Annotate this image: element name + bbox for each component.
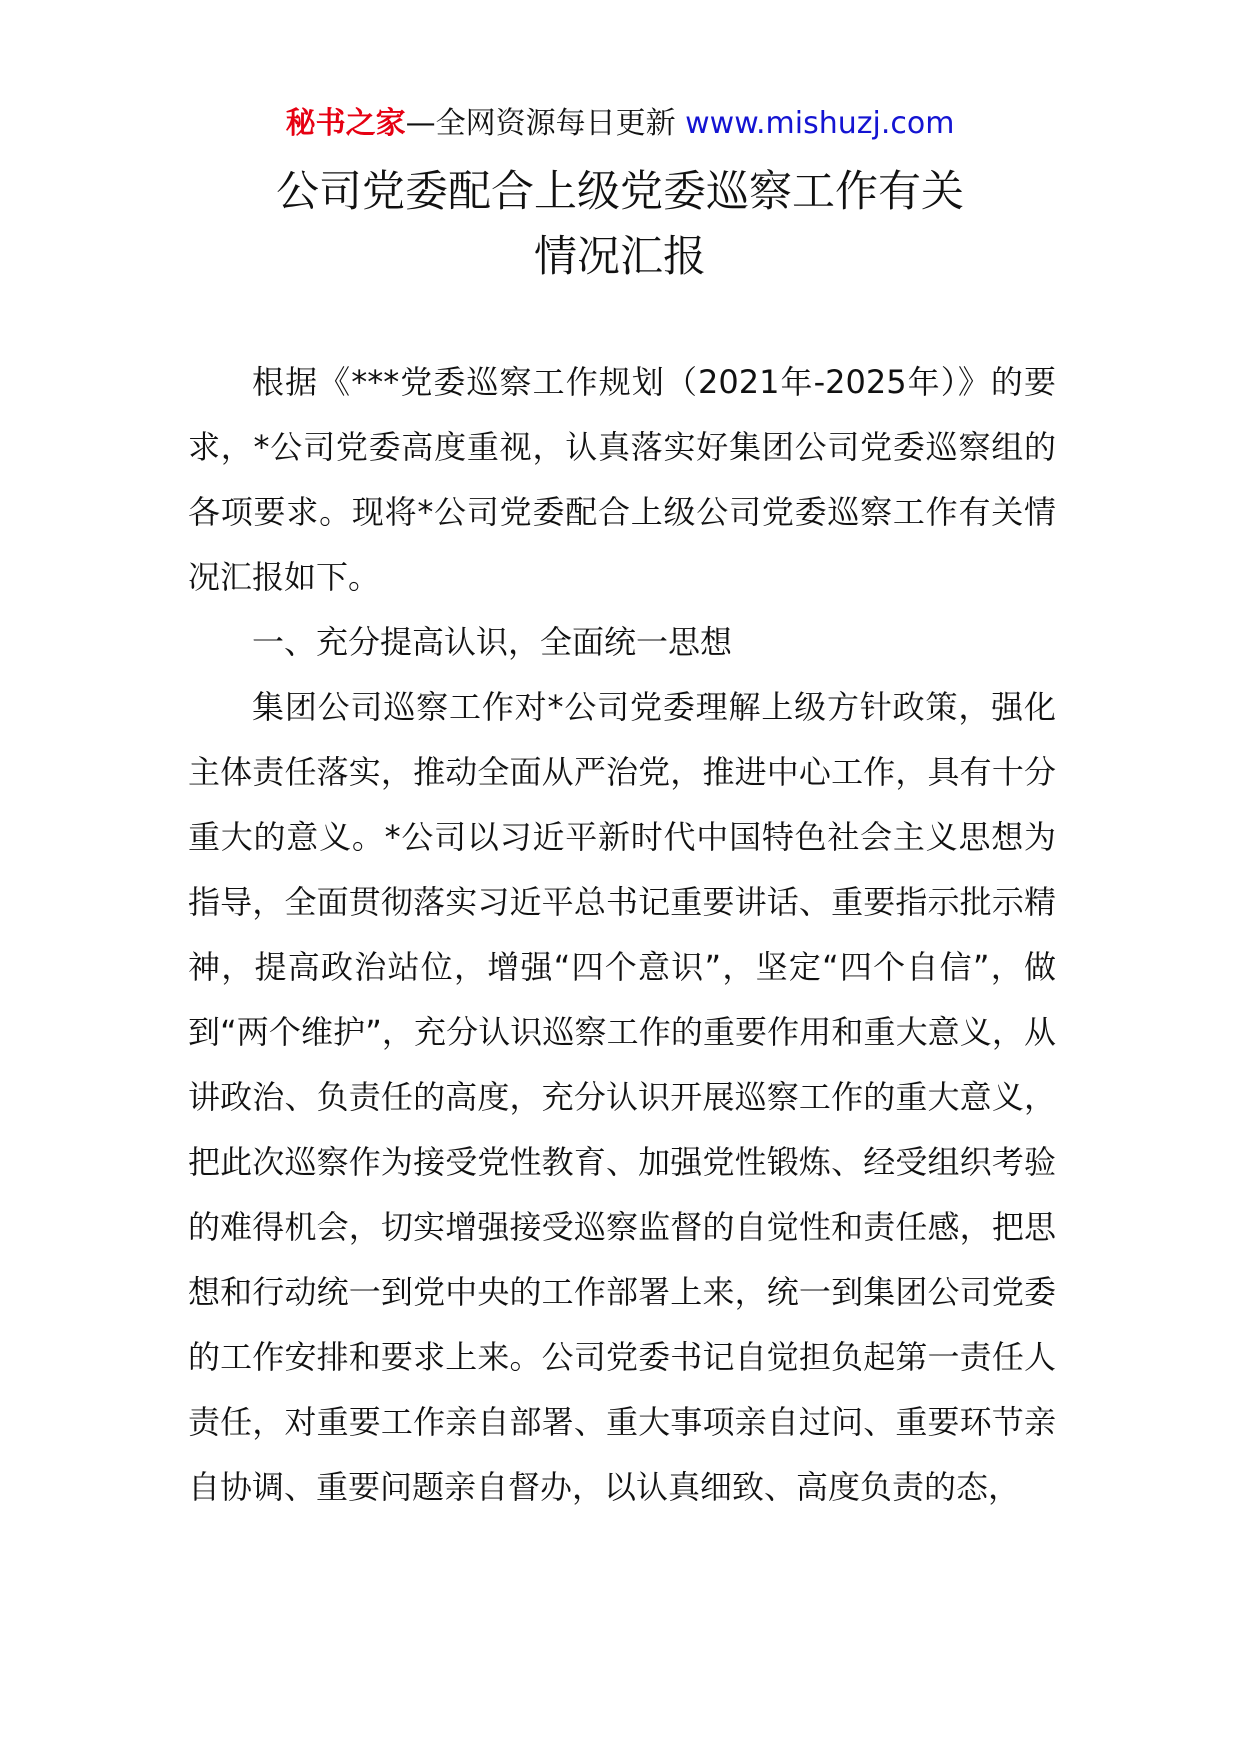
document-title-line-1: 公司党委配合上级党委巡察工作有关 — [276, 167, 964, 217]
intro-paragraph: 根据《***党委巡察工作规划（2021年-2025年）》的要求，*公司党委高度重视，认真落实好集团公司党委巡察组的各项要求。现将*公司党委配合上级公司党委巡察工作有关情况汇报如下。 — [188, 363, 1056, 596]
brand-tagline: —全网资源每日更新 — [405, 106, 676, 141]
site-url-link[interactable]: www.mishuzj.com — [685, 106, 955, 141]
brand-name: 秘书之家 — [285, 106, 406, 141]
document-title — [0, 160, 1240, 290]
document-body — [188, 350, 1056, 1520]
document-title-line-2: 情况汇报 — [534, 232, 706, 282]
watermark-header — [0, 100, 1240, 148]
section-1-paragraph: 集团公司巡察工作对*公司党委理解上级方针政策，强化主体责任落实，推动全面从严治党，推进中心工作，具有十分重大的意义。*公司以习近平新时代中国特色社会主义思想为指导，全面贯彻落实习近平总书记重要讲话、重要指示批示精神，提高政治站位，增强“四个意识”，坚定“四个自信”，做到“两个维护”，充分认识巡察工作的重要作用和重大意义，从讲政治、负责任的高度，充分认识开展巡察工作的重大意义，把此次巡察作为接受党性教育、加强党性锻炼、经受组织考验的难得机会，切实增强接受巡察监督的自觉性和责任感，把思想和行动统一到党中央的工作部署上来，统一到集团公司党委的工作安排和要求上来。公司党委书记自觉担负起第一责任人责任，对重要工作亲自部署、重大事项亲自过问、重要环节亲自协调、重要问题亲自督办，以认真细致、高度负责的态， — [188, 688, 1056, 1506]
section-heading-1: 一、充分提高认识，全面统一思想 — [252, 623, 733, 661]
